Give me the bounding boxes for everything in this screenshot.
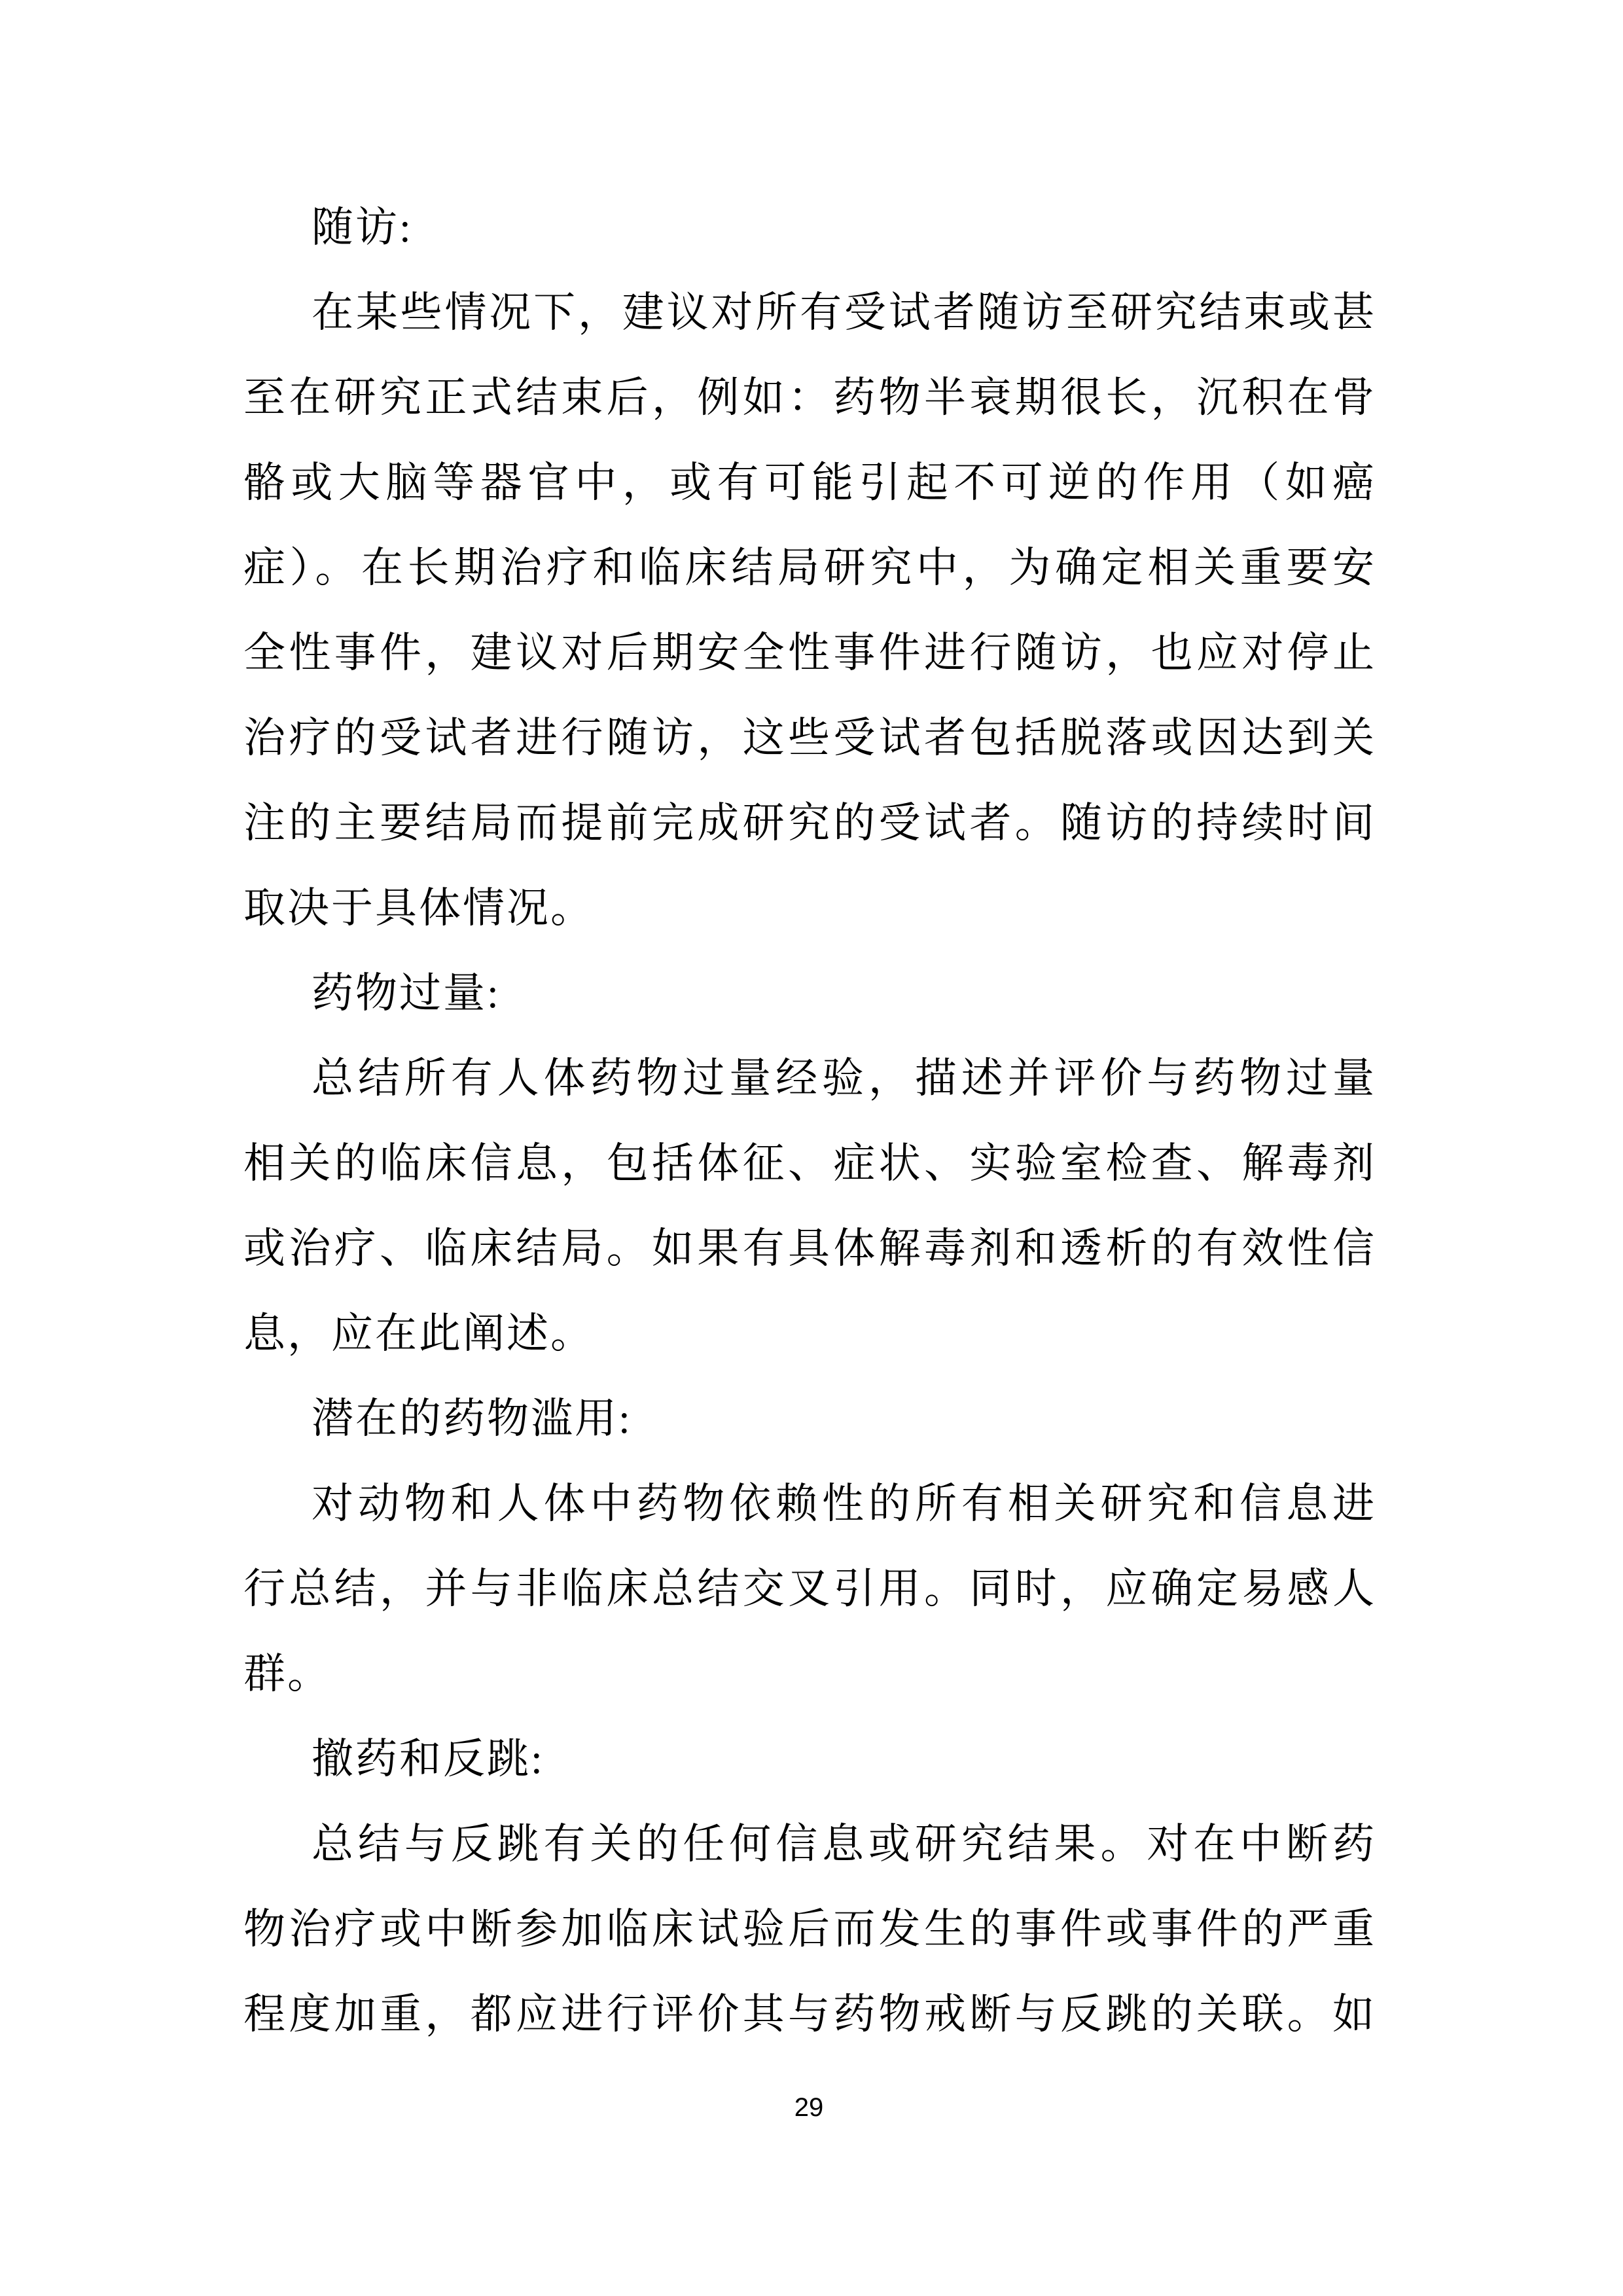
paragraph-line: 骼或大脑等器官中，或有可能引起不可逆的作用（如癌 xyxy=(243,459,1374,506)
body-text xyxy=(243,185,1374,2057)
paragraph-line: 行总结，并与非临床总结交叉引用。同时，应确定易感人 xyxy=(243,1566,1374,1612)
heading-line: 药物过量: xyxy=(312,970,501,1016)
paragraph-line: 症）。在长期治疗和临床结局研究中，为确定相关重要安 xyxy=(243,545,1374,591)
page-number: 29 xyxy=(794,2093,824,2122)
paragraph-line: 程度加重，都应进行评价其与药物戒断与反跳的关联。如 xyxy=(243,1991,1374,2037)
heading-line: 随访: xyxy=(312,204,413,251)
paragraph-line: 治疗的受试者进行随访，这些受试者包括脱落或因达到关 xyxy=(243,715,1374,761)
paragraph-line: 息，应在此阐述。 xyxy=(243,1310,594,1357)
heading-line: 潜在的药物滥用: xyxy=(312,1395,632,1442)
heading-line: 撤药和反跳: xyxy=(312,1736,544,1782)
paragraph-line: 至在研究正式结束后，例如：药物半衰期很长，沉积在骨 xyxy=(243,374,1374,421)
paragraph-line: 总结所有人体药物过量经验，描述并评价与药物过量 xyxy=(312,1055,1374,1102)
paragraph-line: 全性事件，建议对后期安全性事件进行随访，也应对停止 xyxy=(243,630,1374,676)
page-footer xyxy=(243,2093,1374,2122)
paragraph-line: 对动物和人体中药物依赖性的所有相关研究和信息进 xyxy=(312,1480,1374,1527)
paragraph-line: 群。 xyxy=(243,1651,331,1697)
paragraph-line: 取决于具体情况。 xyxy=(243,885,594,931)
paragraph-line: 注的主要结局而提前完成研究的受试者。随访的持续时间 xyxy=(243,800,1374,846)
paragraph-line: 在某些情况下，建议对所有受试者随访至研究结束或甚 xyxy=(312,289,1374,336)
paragraph-line: 相关的临床信息，包括体征、症状、实验室检查、解毒剂 xyxy=(243,1140,1374,1187)
paragraph-line: 或治疗、临床结局。如果有具体解毒剂和透析的有效性信 xyxy=(243,1225,1374,1272)
paragraph-line: 总结与反跳有关的任何信息或研究结果。对在中断药 xyxy=(312,1821,1374,1867)
paragraph-line: 物治疗或中断参加临床试验后而发生的事件或事件的严重 xyxy=(243,1906,1374,1952)
